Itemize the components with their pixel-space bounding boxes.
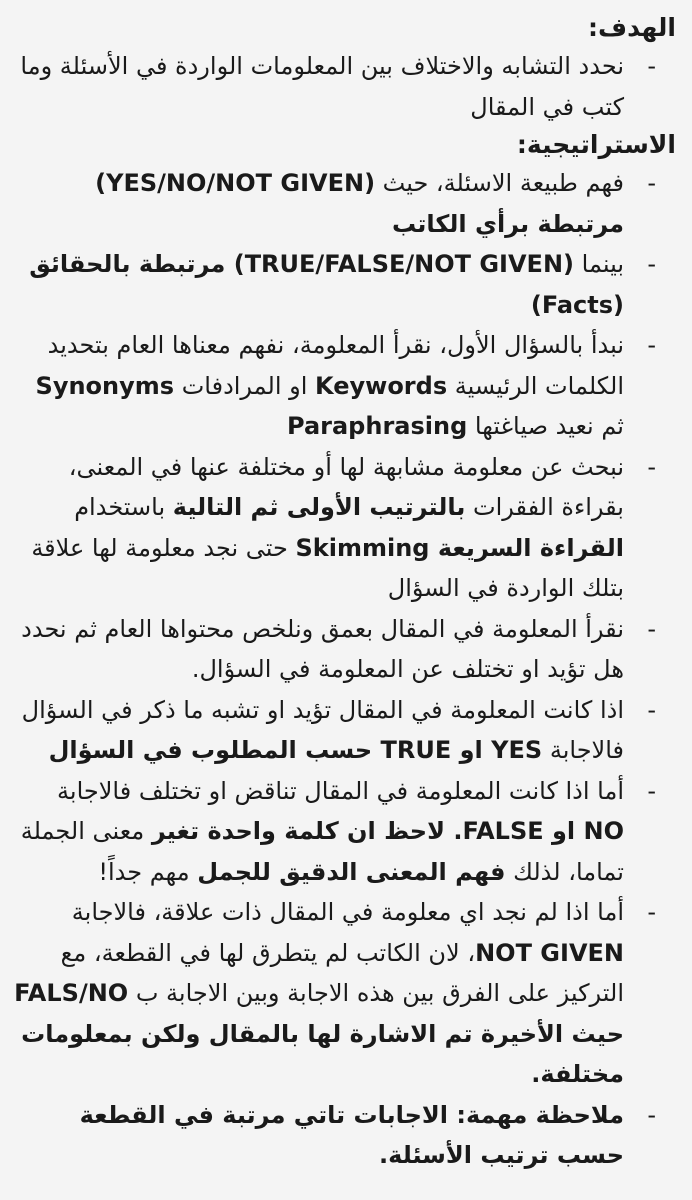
bullet-dash-icon: - — [647, 898, 656, 926]
goal-list — [14, 46, 676, 127]
bullet-dash-icon: - — [647, 331, 656, 359]
item-text: فهم طبيعة الاسئلة، حيث — [375, 169, 624, 197]
bold-text: (YES/NO/NOT GIVEN) مرتبطة برأي الكاتب — [95, 169, 624, 238]
item-text: ، لان الكاتب لم يتطرق لها في القطعة، مع التركيز على الفرق بين هذه الاجابة وبين الاجابة ب — [60, 938, 624, 1007]
list-item — [14, 244, 676, 325]
bold-text: ملاحظة مهمة: الاجابات تاتي مرتبة في القطعة حسب ترتيب الأسئلة. — [79, 1100, 624, 1169]
item-text: معنى الجملة تماما، لذلك — [20, 817, 624, 886]
bold-text: القراءة السريعة Skimming — [295, 533, 624, 562]
list-item — [14, 690, 676, 771]
item-text: أما اذا لم نجد اي معلومة في المقال ذات علاقة، فالاجابة — [71, 898, 624, 926]
list-item — [14, 892, 676, 1095]
bullet-dash-icon: - — [647, 250, 656, 278]
bold-text: YES او TRUE حسب المطلوب في السؤال — [48, 736, 543, 764]
bullet-dash-icon: - — [647, 1100, 656, 1129]
item-text: بينما — [574, 250, 624, 278]
bullet-dash-icon: - — [647, 614, 656, 643]
bold-text: Synonyms — [35, 371, 175, 400]
list-item — [14, 771, 676, 893]
list-item — [14, 609, 676, 690]
list-item — [14, 163, 676, 244]
item-text: باستخدام — [74, 493, 173, 521]
strategy-heading: الاستراتيجية: — [516, 130, 676, 159]
bold-text: بالترتيب الأولى ثم التالية — [172, 493, 466, 521]
bullet-dash-icon: - — [647, 776, 656, 805]
item-text: اذا كانت المعلومة في المقال تؤيد او تشبه ما ذكر في السؤال فالاجابة — [21, 695, 624, 764]
bold-text: فهم المعنى الدقيق للجمل — [197, 857, 506, 886]
strategy-list — [14, 163, 676, 1176]
list-item — [14, 447, 676, 609]
item-text: ثم نعيد صياغتها — [467, 412, 624, 440]
item-text: نبحث عن معلومة مشابهة لها أو مختلفة عنها في المعنى، بقراءة الفقرات — [68, 452, 624, 521]
bullet-dash-icon: - — [647, 452, 656, 481]
item-text: أما اذا كانت المعلومة في المقال تناقض او تختلف فالاجابة — [57, 776, 624, 805]
item-text: او المرادفات — [174, 371, 316, 400]
item-text: نبدأ بالسؤال الأول، نقرأ المعلومة، نفهم معناها العام بتحديد الكلمات الرئيسية — [47, 331, 624, 400]
bullet-dash-icon: - — [647, 52, 656, 80]
list-item — [14, 46, 676, 127]
item-text: نقرأ المعلومة في المقال بعمق ونلخص محتواها العام ثم نحدد هل تؤيد او تختلف عن المعلومة في السؤال. — [21, 614, 624, 683]
bold-text: FALS/NO حيث الأخيرة تم الاشارة لها بالمقال ولكن بمعلومات مختلفة. — [14, 979, 624, 1088]
list-item — [14, 325, 676, 447]
bold-text: (TRUE/FALSE/NOT GIVEN) مرتبطة بالحقائق (Facts) — [29, 250, 624, 319]
bold-text: NOT GIVEN — [475, 938, 624, 967]
bold-text: Paraphrasing — [287, 412, 468, 440]
goal-heading: الهدف: — [588, 13, 676, 42]
bold-text: Keywords — [315, 371, 448, 400]
item-text: حتى نجد معلومة لها علاقة بتلك الواردة في السؤال — [31, 533, 624, 602]
list-item — [14, 1095, 676, 1176]
bullet-dash-icon: - — [647, 169, 656, 197]
item-text: مهم جداً! — [98, 857, 198, 886]
bold-text: NO او FALSE. لاحظ ان كلمة واحدة تغير — [151, 817, 624, 845]
item-text: نحدد التشابه والاختلاف بين المعلومات الواردة في الأسئلة وما كتب في المقال — [20, 52, 624, 121]
bullet-dash-icon: - — [647, 695, 656, 724]
